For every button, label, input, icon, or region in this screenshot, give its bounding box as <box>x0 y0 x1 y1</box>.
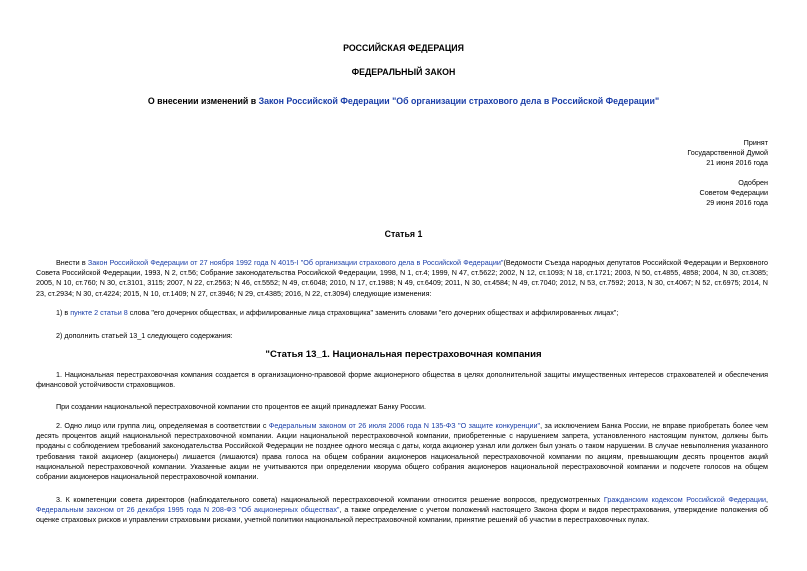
intro-body: (Ведомости Съезда народных депутатов Российской Федерации и Верховного Совета Российской Федерации, 1993, N 2, ст.56; Собрание законодательства Российской Федерации, 1998, N 1, ст.4; 1999, N 47, ст.5622; 2002, N 12, ст.1093; N 18, ст.1721; 2003, N 50, ст.4855, 4858; 2004, N 30, ст.3085; 2005, N 10, ст.760; N 30, ст.3101, 3115; 2007, N 22, ст.2563; N 46, ст.5552; N 49, ст.6048; 2010, N 17, ст.1988; N 49, ст.6409; 2011, N 30, ст.4584; N 49, ст.7040; 2012, N 53, ст.7592; 2013, N 30, ст.4067; N 52, ст.6975; 2014, N 23, ст.2934; N 30, ст.4224; 2015, N 10, ст.1409; N 27, ст.3946; N 29, ст.4385; 2016, N 22, ст.3094) следующие изменения: <box>36 258 768 298</box>
law-title-link[interactable]: Закон Российской Федерации "Об организации страхового дела в Российской Федерации" <box>258 96 660 106</box>
article-13-1-p2 <box>36 421 768 482</box>
p3-prefix: 3. К компетенции совета директоров (наблюдательного совета) национальной перестраховочной компании относится решение вопросов, предусмотренных <box>56 495 604 504</box>
approval-block <box>700 178 768 209</box>
article-13-1-p3 <box>36 495 768 526</box>
adoption-block <box>687 138 768 169</box>
article-1-title: Статья 1 <box>384 229 423 239</box>
law-title <box>0 96 807 106</box>
article-1-intro <box>36 258 768 299</box>
country-heading: РОССИЙСКАЯ ФЕДЕРАЦИЯ <box>343 43 464 53</box>
approved-by: Советом Федерации <box>699 188 768 198</box>
item-1-body: слова "его дочерних обществах, и аффилированные лица страховщика" заменить словами "его дочерних обществах и аффилированных лицах"; <box>127 308 619 317</box>
p3-separator: , <box>766 495 769 504</box>
p2-prefix: 2. Одно лицо или группа лиц, определяемая в соответствии с <box>56 421 269 430</box>
article-13-1-p1: 1. Национальная перестраховочная компания создается в организационно-правовой форме акционерного общества в целях дополнительной защиты имущественных интересов страхователей и обеспечения финансовой устойчивости страховщиков. <box>36 370 768 390</box>
item-1-prefix: 1) в <box>56 308 71 317</box>
p3-civil-code-link[interactable]: Гражданским кодексом Российской Федерации <box>603 495 767 504</box>
article-13-1-title: "Статья 13_1. Национальная перестраховочная компания <box>265 349 542 360</box>
intro-prefix: Внести в <box>56 258 88 267</box>
article-1-item-2: 2) дополнить статьей 13_1 следующего содержания: <box>56 331 233 340</box>
accepted-by: Государственной Думой <box>687 148 768 158</box>
law-title-prefix: О внесении изменений в <box>147 96 259 106</box>
approved-date: 29 июня 2016 года <box>706 198 768 208</box>
p3-body: , а также определение с учетом положений настоящего Закона форм и видов перестрахования, утверждение положения об оценке страховых рисков и управлении страховыми рисками, учетной политики национальной перестраховочной компании, принятие решений об участии в перестраховочных пулах. <box>36 505 768 525</box>
doc-type-heading: ФЕДЕРАЛЬНЫЙ ЗАКОН <box>351 67 456 77</box>
p3-joint-stock-law-link[interactable]: Федеральным законом от 26 декабря 1995 года N 208-ФЗ "Об акционерных обществах" <box>36 505 340 515</box>
accepted-label: Принят <box>743 138 768 147</box>
approved-label: Одобрен <box>738 178 768 187</box>
p2-body: , за исключением Банка России, не вправе приобретать более чем десять процентов акций национальной перестраховочной компании. Акции национальной перестраховочной компании, приобретенные с нарушением запрета, установленного настоящим пунктом, должны быть проданы с соблюдением требований законодательства Российской Федерации не позднее одного месяца с даты, когда акционер узнал или должен был узнать о таком нарушении. В случае невыполнения указанного требования такой акционер (акционеры) лишается (лишаются) права голоса на общем собрании акционеров национальной перестраховочной компании по акциям, превышающим десять процентов акций национальной перестраховочной компании. Указанные акции не учитываются при определении кворума общего собрания акционеров национальной перестраховочной компании и подсчете голосов на общем собрании акционеров национальной перестраховочной компании. <box>36 421 768 482</box>
article-1-item-1 <box>36 308 768 318</box>
accepted-date: 21 июня 2016 года <box>706 158 768 168</box>
item-1-link[interactable]: пункте 2 статьи 8 <box>70 308 128 317</box>
intro-law-link[interactable]: Закон Российской Федерации от 27 ноября 1992 года N 4015-I "Об организации страхового дела в Российской Федерации" <box>87 258 504 267</box>
article-13-1-p1b: При создании национальной перестраховочной компании сто процентов ее акций принадлежат Банку России. <box>56 402 426 411</box>
p2-competition-law-link[interactable]: Федеральным законом от 26 июля 2006 года N 135-ФЗ "О защите конкуренции" <box>268 421 541 430</box>
